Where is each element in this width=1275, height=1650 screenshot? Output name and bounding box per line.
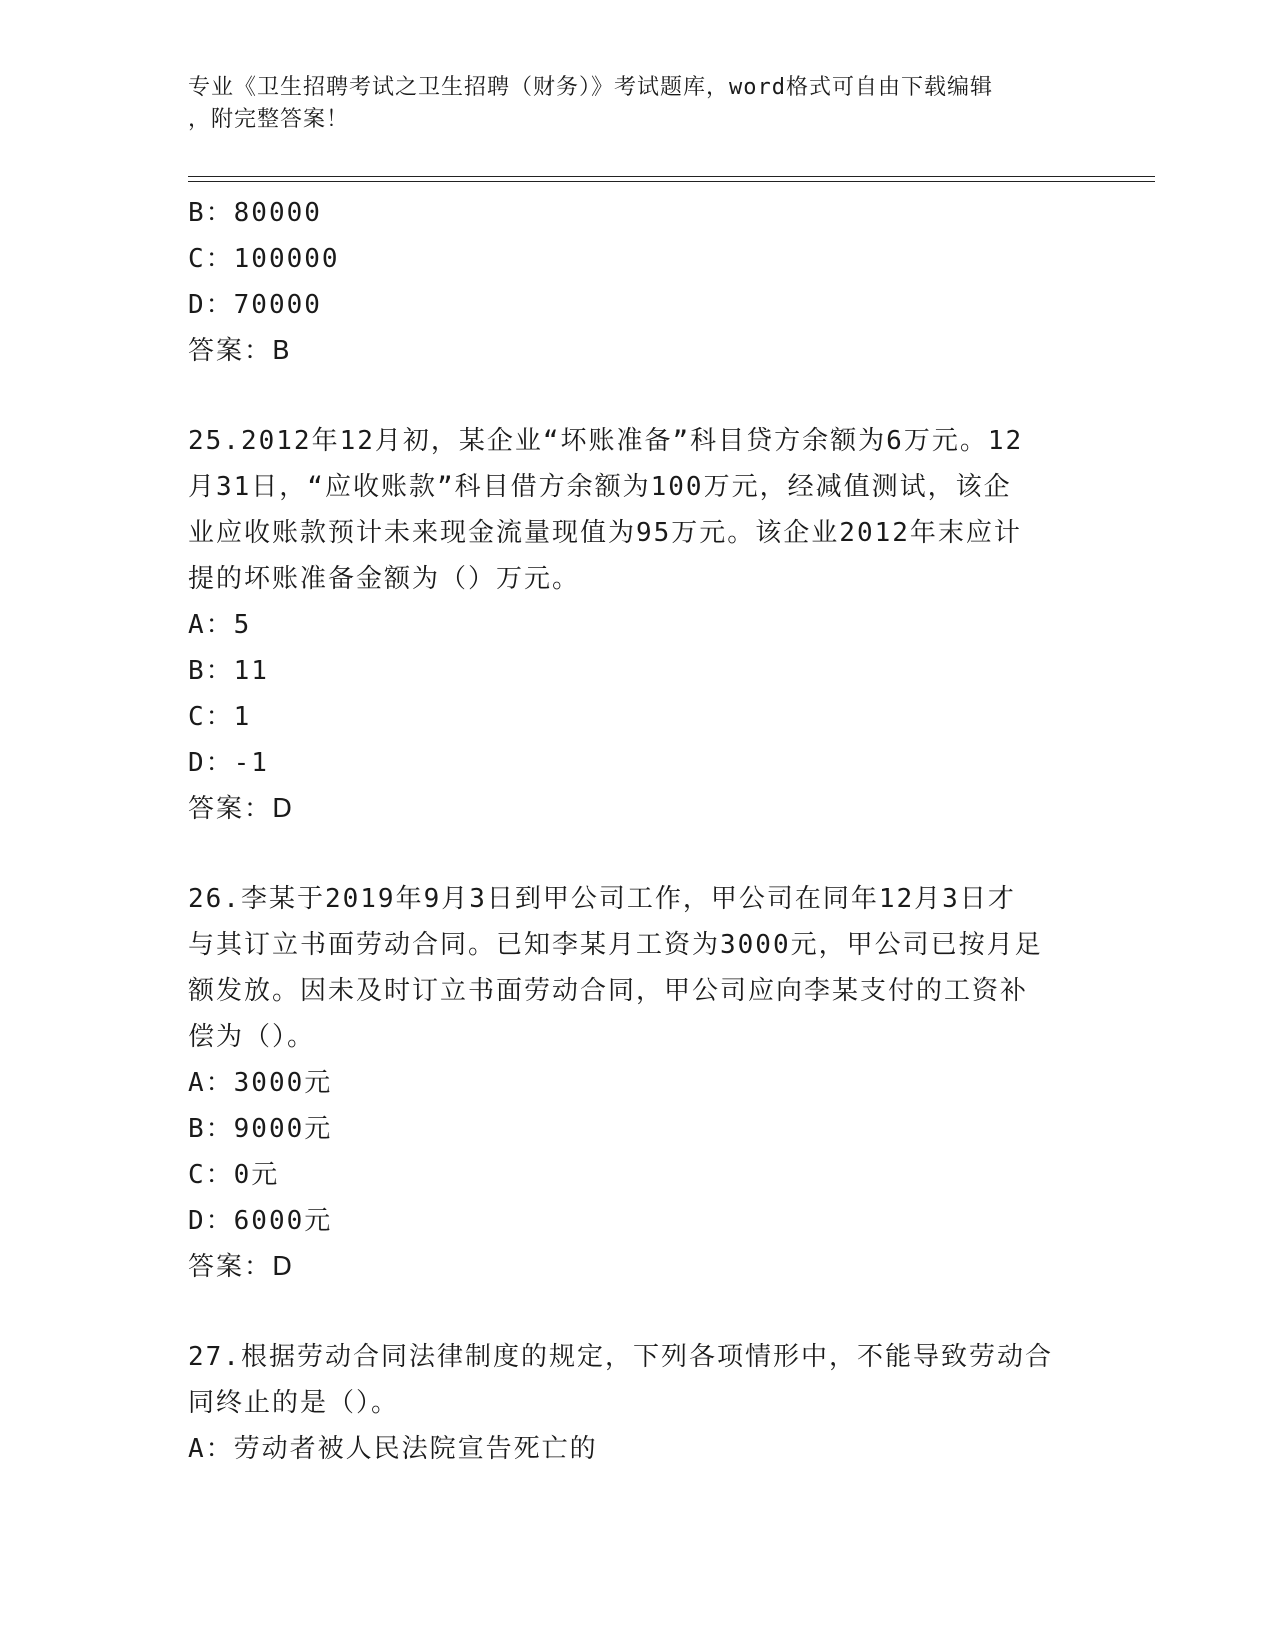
question-text-line: 与其订立书面劳动合同。已知李某月工资为3000元，甲公司已按月足 [188,930,1043,960]
answer-label: 答案：B [188,336,292,366]
answer-label: 答案：D [188,1252,295,1282]
option-b: B：9000元 [188,1114,333,1144]
question-text-line: 提的坏账准备金额为（）万元。 [188,564,581,594]
option-d: D：70000 [188,290,322,320]
question-25 [188,418,1088,832]
question-26 [188,876,1088,1290]
option-d: D：-1 [188,748,269,778]
option-b: B：80000 [188,198,322,228]
document-header [188,72,1068,136]
question-24 [188,190,1088,374]
question-27 [188,1334,1088,1472]
question-content [188,190,1088,1472]
question-text-line: 25.2012年12月初，某企业“坏账准备”科目贷方余额为6万元。12 [188,426,1024,456]
header-divider-bottom [188,181,1155,182]
option-a: A：3000元 [188,1068,333,1098]
header-line-2: ，附完整答案！ [188,107,350,132]
option-b: B：11 [188,656,269,686]
option-a: A：5 [188,610,252,640]
option-c: C：0元 [188,1160,280,1190]
option-c: C：100000 [188,244,340,274]
question-text-line: 月31日，“应收账款”科目借方余额为100万元，经减值测试，该企 [188,472,1012,502]
header-line-1: 专业《卫生招聘考试之卫生招聘（财务）》考试题库，word格式可自由下载编辑 [188,75,993,100]
option-a: A：劳动者被人民法院宣告死亡的 [188,1434,598,1464]
answer-label: 答案：D [188,794,295,824]
question-text-line: 同终止的是（）。 [188,1388,400,1418]
question-text-line: 26.李某于2019年9月3日到甲公司工作，甲公司在同年12月3日才 [188,884,1016,914]
question-text-line: 偿为（）。 [188,1022,316,1052]
question-text-line: 27.根据劳动合同法律制度的规定，下列各项情形中，不能导致劳动合 [188,1342,1053,1372]
header-divider-top [188,176,1155,177]
question-text-line: 业应收账款预计未来现金流量现值为95万元。该企业2012年末应计 [188,518,1022,548]
option-c: C：1 [188,702,252,732]
option-d: D：6000元 [188,1206,333,1236]
question-text-line: 额发放。因未及时订立书面劳动合同，甲公司应向李某支付的工资补 [188,976,1029,1006]
